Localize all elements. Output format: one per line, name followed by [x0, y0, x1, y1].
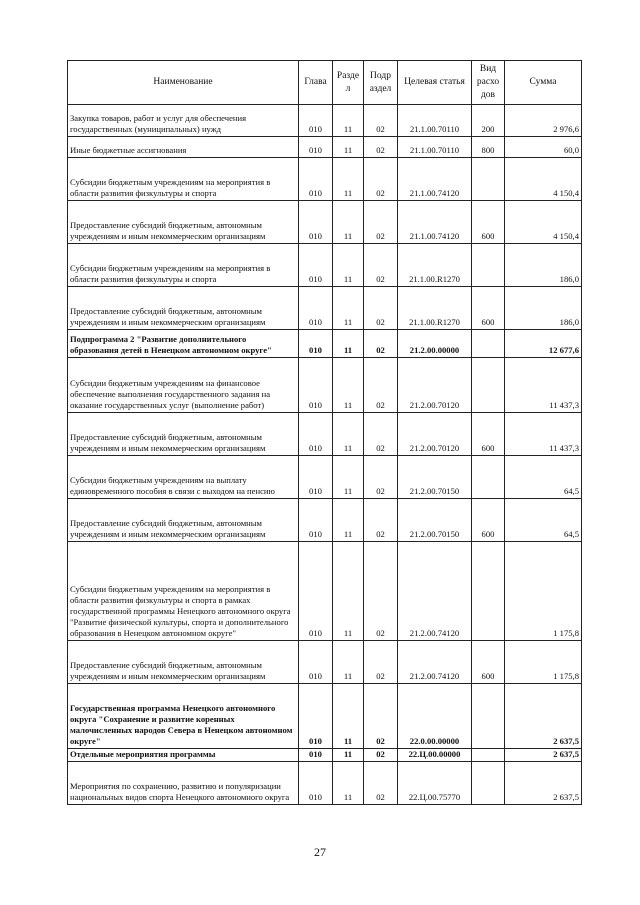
cell-glava: 010	[299, 158, 333, 201]
cell-name: Субсидии бюджетным учреждениям на финансовое обеспечение выполнения государственного задания на оказание государственных услуг (выполнение работ)	[68, 358, 299, 413]
cell-podrazdel: 02	[364, 137, 398, 158]
cell-target: 21.2.00.70120	[398, 358, 472, 413]
cell-razdel: 11	[333, 330, 364, 358]
page-number: 27	[314, 845, 326, 859]
table-row	[68, 749, 582, 762]
cell-target: 21.1.00.70110	[398, 137, 472, 158]
cell-razdel: 11	[333, 201, 364, 244]
cell-glava: 010	[299, 358, 333, 413]
cell-name: Предоставление субсидий бюджетным, автономным учреждениям и иным некоммерческим организациям	[68, 413, 299, 456]
cell-razdel: 11	[333, 158, 364, 201]
cell-razdel: 11	[333, 684, 364, 749]
cell-name: Государственная программа Ненецкого автономного округа "Сохранение и развитие коренных малочисленных народов Севера в Ненецком автономном округе"	[68, 684, 299, 749]
cell-podrazdel: 02	[364, 749, 398, 762]
cell-target: 22.Ц.00.75770	[398, 762, 472, 805]
cell-name: Предоставление субсидий бюджетным, автономным учреждениям и иным некоммерческим организациям	[68, 499, 299, 542]
budget-table	[67, 60, 582, 805]
cell-podrazdel: 02	[364, 413, 398, 456]
cell-vid	[472, 749, 505, 762]
cell-razdel: 11	[333, 499, 364, 542]
cell-target: 21.1.00.70110	[398, 105, 472, 137]
cell-vid	[472, 542, 505, 641]
cell-target: 21.2.00.70120	[398, 413, 472, 456]
table-row	[68, 499, 582, 542]
cell-sum: 12 677,6	[505, 330, 582, 358]
cell-podrazdel: 02	[364, 456, 398, 499]
cell-sum: 1 175,8	[505, 542, 582, 641]
cell-name: Предоставление субсидий бюджетным, автономным учреждениям и иным некоммерческим организациям	[68, 201, 299, 244]
cell-vid: 600	[472, 287, 505, 330]
cell-target: 21.1.00.74120	[398, 201, 472, 244]
cell-vid	[472, 244, 505, 287]
cell-vid	[472, 158, 505, 201]
cell-name: Предоставление субсидий бюджетным, автономным учреждениям и иным некоммерческим организациям	[68, 287, 299, 330]
table-row	[68, 413, 582, 456]
table-row	[68, 244, 582, 287]
cell-target: 21.2.00.70150	[398, 456, 472, 499]
header-podrazdel: Подр аздел	[364, 61, 398, 105]
cell-razdel: 11	[333, 456, 364, 499]
cell-glava: 010	[299, 244, 333, 287]
cell-razdel: 11	[333, 358, 364, 413]
table-row	[68, 287, 582, 330]
cell-name: Субсидии бюджетным учреждениям на выплату единовременного пособия в связи с выходом на пенсию	[68, 456, 299, 499]
cell-glava: 010	[299, 641, 333, 684]
cell-vid	[472, 456, 505, 499]
cell-target: 21.1.00.R1270	[398, 287, 472, 330]
cell-target: 21.2.00.74120	[398, 641, 472, 684]
header-target: Целевая статья	[398, 61, 472, 105]
header-name: Наименование	[68, 61, 299, 105]
cell-sum: 4 150,4	[505, 201, 582, 244]
cell-sum: 186,0	[505, 244, 582, 287]
cell-podrazdel: 02	[364, 358, 398, 413]
cell-podrazdel: 02	[364, 684, 398, 749]
cell-podrazdel: 02	[364, 201, 398, 244]
cell-razdel: 11	[333, 641, 364, 684]
cell-name: Иные бюджетные ассигнования	[68, 137, 299, 158]
cell-vid	[472, 762, 505, 805]
cell-glava: 010	[299, 413, 333, 456]
cell-podrazdel: 02	[364, 762, 398, 805]
table-row	[68, 762, 582, 805]
cell-sum: 64,5	[505, 499, 582, 542]
cell-vid: 800	[472, 137, 505, 158]
table-row	[68, 684, 582, 749]
cell-razdel: 11	[333, 287, 364, 330]
cell-vid	[472, 330, 505, 358]
cell-glava: 010	[299, 499, 333, 542]
cell-name: Субсидии бюджетным учреждениям на мероприятия в области развития физкультуры и спорта	[68, 244, 299, 287]
header-sum: Сумма	[505, 61, 582, 105]
cell-podrazdel: 02	[364, 158, 398, 201]
table-row	[68, 137, 582, 158]
cell-podrazdel: 02	[364, 244, 398, 287]
cell-vid	[472, 684, 505, 749]
table-header-row	[68, 61, 582, 105]
cell-sum: 60,0	[505, 137, 582, 158]
cell-glava: 010	[299, 456, 333, 499]
cell-podrazdel: 02	[364, 641, 398, 684]
table-row	[68, 330, 582, 358]
cell-target: 21.2.00.70150	[398, 499, 472, 542]
cell-sum: 11 437,3	[505, 358, 582, 413]
cell-target: 21.2.00.00000	[398, 330, 472, 358]
cell-glava: 010	[299, 287, 333, 330]
cell-glava: 010	[299, 749, 333, 762]
cell-name: Субсидии бюджетным учреждениям на мероприятия в области развития физкультуры и спорта	[68, 158, 299, 201]
cell-podrazdel: 02	[364, 499, 398, 542]
cell-vid	[472, 358, 505, 413]
cell-glava: 010	[299, 762, 333, 805]
cell-vid: 600	[472, 201, 505, 244]
cell-sum: 2 976,6	[505, 105, 582, 137]
cell-sum: 4 150,4	[505, 158, 582, 201]
cell-sum: 64,5	[505, 456, 582, 499]
cell-glava: 010	[299, 684, 333, 749]
cell-vid: 600	[472, 499, 505, 542]
table-row	[68, 358, 582, 413]
cell-sum: 2 637,5	[505, 749, 582, 762]
cell-vid: 600	[472, 413, 505, 456]
table-row	[68, 641, 582, 684]
cell-glava: 010	[299, 330, 333, 358]
header-vid: Вид расхо дов	[472, 61, 505, 105]
cell-target: 21.1.00.74120	[398, 158, 472, 201]
cell-razdel: 11	[333, 105, 364, 137]
cell-name: Отдельные мероприятия программы	[68, 749, 299, 762]
cell-podrazdel: 02	[364, 105, 398, 137]
cell-name: Подпрограмма 2 "Развитие дополнительного образования детей в Ненецком автономном округе"	[68, 330, 299, 358]
cell-name: Предоставление субсидий бюджетным, автономным учреждениям и иным некоммерческим организациям	[68, 641, 299, 684]
table-row	[68, 201, 582, 244]
cell-vid: 200	[472, 105, 505, 137]
cell-razdel: 11	[333, 413, 364, 456]
cell-razdel: 11	[333, 542, 364, 641]
header-razdel: Разде л	[333, 61, 364, 105]
cell-podrazdel: 02	[364, 287, 398, 330]
table-row	[68, 105, 582, 137]
cell-glava: 010	[299, 201, 333, 244]
cell-name: Субсидии бюджетным учреждениям на мероприятия в области развития физкультуры и спорта в рамках государственной программы Ненецкого автономного округа "Развитие физической культуры, спорта и дополнительного образования в Ненецком автономном округе"	[68, 542, 299, 641]
cell-razdel: 11	[333, 244, 364, 287]
cell-razdel: 11	[333, 137, 364, 158]
cell-glava: 010	[299, 542, 333, 641]
table-row	[68, 456, 582, 499]
cell-glava: 010	[299, 105, 333, 137]
table-row	[68, 158, 582, 201]
cell-razdel: 11	[333, 749, 364, 762]
cell-sum: 1 175,8	[505, 641, 582, 684]
cell-sum: 2 637,5	[505, 684, 582, 749]
cell-target: 22.Ц.00.00000	[398, 749, 472, 762]
cell-podrazdel: 02	[364, 542, 398, 641]
cell-sum: 2 637,5	[505, 762, 582, 805]
cell-target: 22.0.00.00000	[398, 684, 472, 749]
header-glava: Глава	[299, 61, 333, 105]
cell-razdel: 11	[333, 762, 364, 805]
cell-target: 21.2.00.74120	[398, 542, 472, 641]
cell-name: Закупка товаров, работ и услуг для обеспечения государственных (муниципальных) нужд	[68, 105, 299, 137]
cell-glava: 010	[299, 137, 333, 158]
cell-name: Мероприятия по сохранению, развитию и популяризации национальных видов спорта Ненецкого автономного округа	[68, 762, 299, 805]
cell-target: 21.1.00.R1270	[398, 244, 472, 287]
table-row	[68, 542, 582, 641]
table-body	[68, 105, 582, 805]
cell-sum: 11 437,3	[505, 413, 582, 456]
cell-sum: 186,0	[505, 287, 582, 330]
cell-vid: 600	[472, 641, 505, 684]
cell-podrazdel: 02	[364, 330, 398, 358]
